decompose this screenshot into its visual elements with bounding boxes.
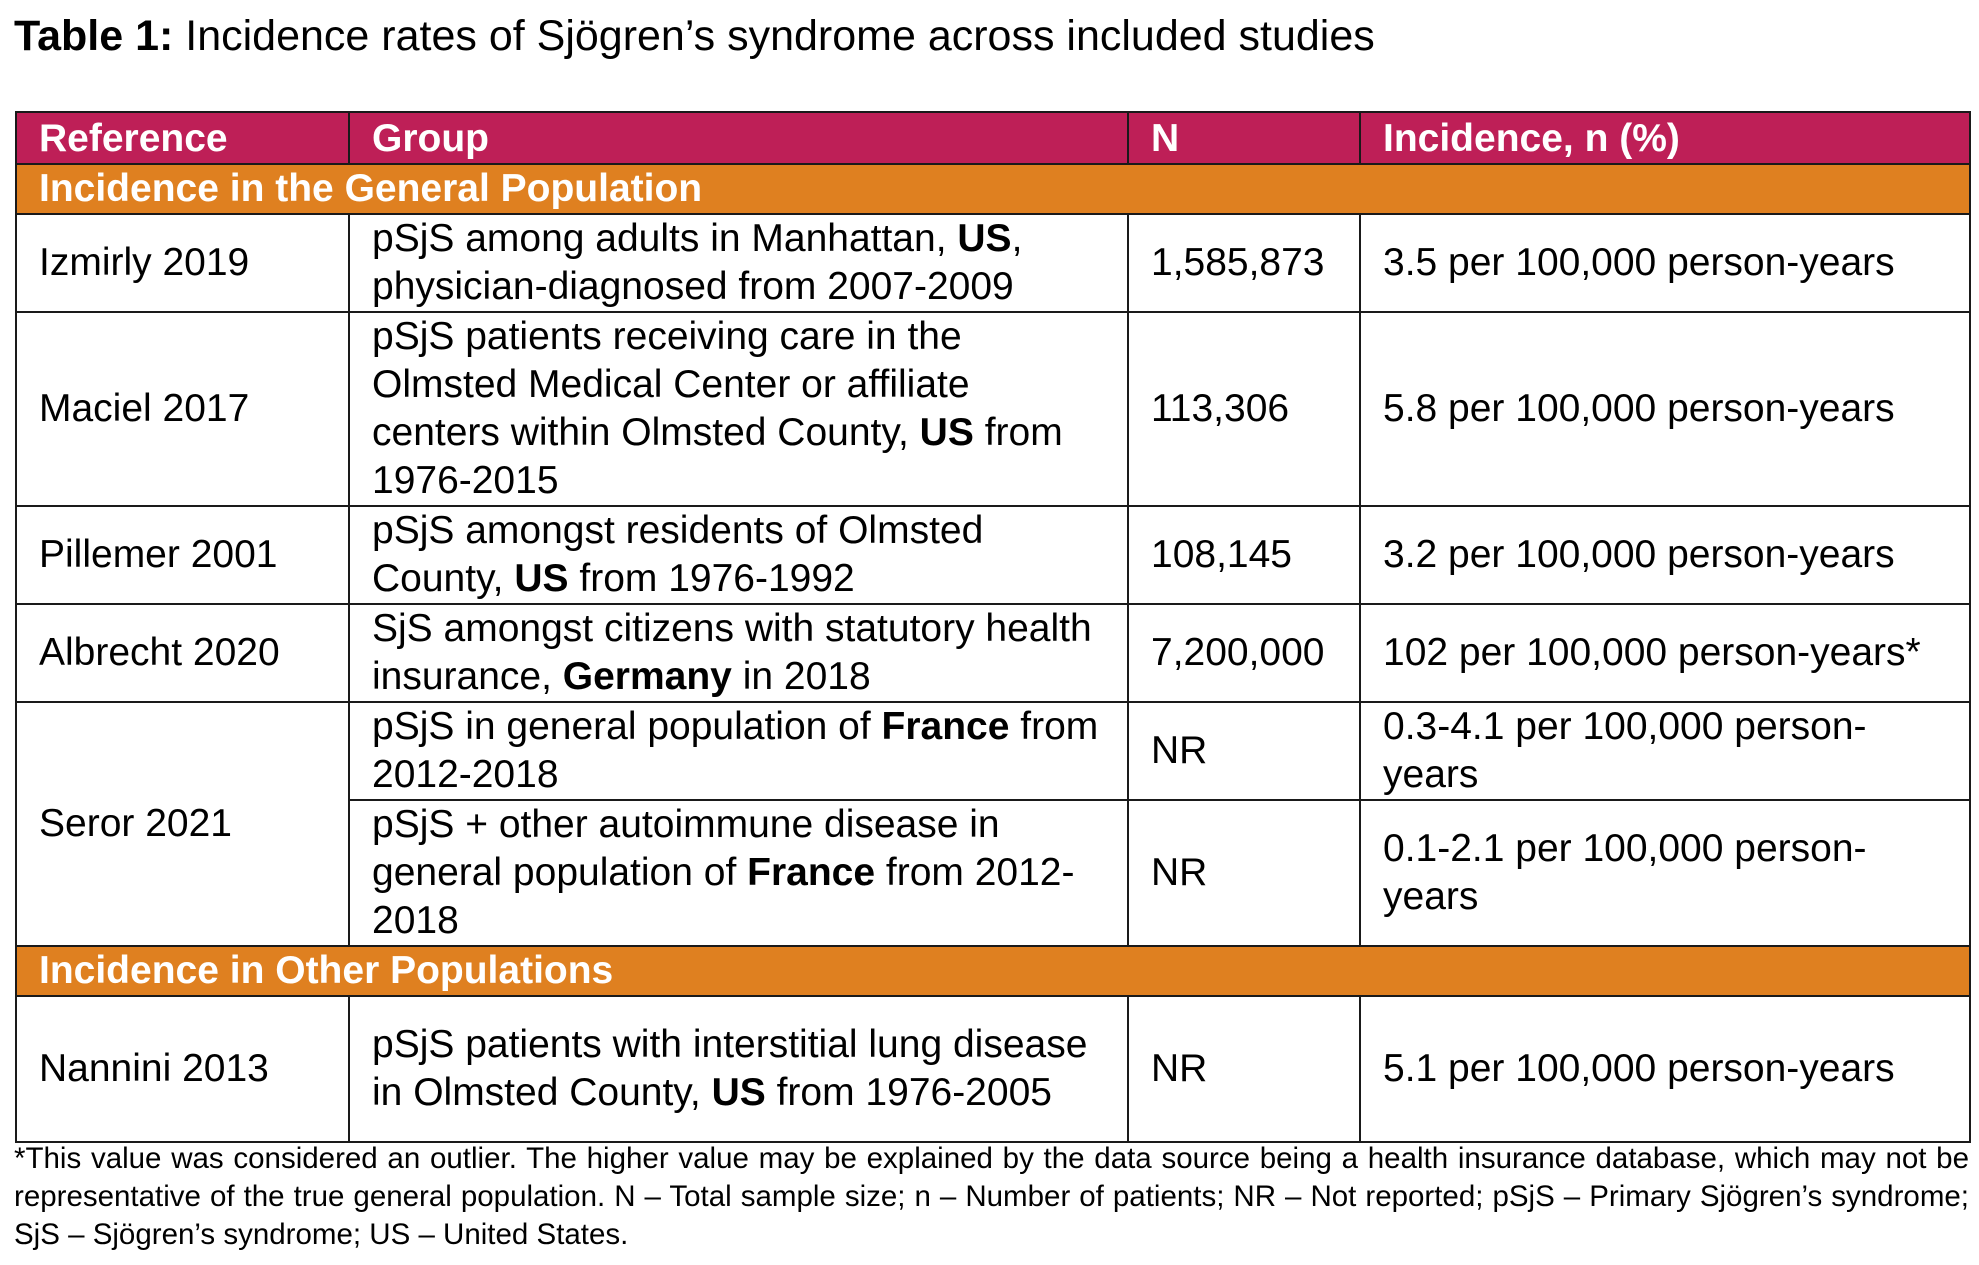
table-row xyxy=(16,312,1970,506)
table-row xyxy=(16,996,1970,1142)
cell-group xyxy=(349,702,1128,800)
cell-reference: Maciel 2017 xyxy=(16,312,349,506)
group-emphasis: US xyxy=(514,557,569,600)
group-text: , physician-diagnosed from 2007-2009 xyxy=(372,217,1023,308)
group-emphasis: Germany xyxy=(562,655,732,698)
cell-n: 7,200,000 xyxy=(1128,604,1360,702)
section-title: Incidence in the General Population xyxy=(16,164,1970,214)
group-text: pSjS patients receiving care in the Olmsted Medical Center or affiliate centers within Olmsted County, xyxy=(372,315,970,454)
cell-n: 113,306 xyxy=(1128,312,1360,506)
group-emphasis: France xyxy=(881,705,1010,748)
cell-reference: Nannini 2013 xyxy=(16,996,349,1142)
table-header-row xyxy=(16,112,1970,164)
cell-incidence: 5.1 per 100,000 person-years xyxy=(1360,996,1970,1142)
table-row xyxy=(16,506,1970,604)
table-caption-text: Incidence rates of Sjögren’s syndrome across included studies xyxy=(185,12,1375,60)
table-footnote: *This value was considered an outlier. The higher value may be explained by the data source being a health insurance database, which may not be representative of the true general population. N – Total sample size; n – Number of patients; NR – Not reported; pSjS – Primary Sjögren’s syndrome; SjS – Sjögren’s syndrome; US – United States. xyxy=(14,1142,1969,1251)
cell-reference: Seror 2021 xyxy=(16,702,349,946)
cell-incidence: 0.1-2.1 per 100,000 person-years xyxy=(1360,800,1970,946)
cell-group xyxy=(349,800,1128,946)
cell-n: NR xyxy=(1128,800,1360,946)
group-text: pSjS among adults in Manhattan, xyxy=(372,217,958,260)
cell-n: 108,145 xyxy=(1128,506,1360,604)
group-text: from 1976-2015 xyxy=(372,411,1063,502)
cell-reference: Izmirly 2019 xyxy=(16,214,349,312)
group-text: pSjS patients with interstitial lung disease in Olmsted County, xyxy=(372,1023,1088,1114)
group-emphasis: US xyxy=(957,217,1012,260)
cell-incidence: 0.3-4.1 per 100,000 person-years xyxy=(1360,702,1970,800)
cell-group xyxy=(349,312,1128,506)
column-header-n: N xyxy=(1128,112,1360,164)
cell-incidence: 3.2 per 100,000 person-years xyxy=(1360,506,1970,604)
cell-group xyxy=(349,604,1128,702)
cell-group xyxy=(349,506,1128,604)
group-text: in 2018 xyxy=(731,655,871,698)
cell-group xyxy=(349,996,1128,1142)
group-text: pSjS amongst residents of Olmsted County, xyxy=(372,509,984,600)
group-text: from 2012-2018 xyxy=(372,705,1099,796)
table-row xyxy=(16,214,1970,312)
cell-incidence: 3.5 per 100,000 person-years xyxy=(1360,214,1970,312)
cell-group xyxy=(349,214,1128,312)
section-title: Incidence in Other Populations xyxy=(16,946,1970,996)
cell-n: 1,585,873 xyxy=(1128,214,1360,312)
group-text: pSjS in general population of xyxy=(372,705,882,748)
cell-reference: Pillemer 2001 xyxy=(16,506,349,604)
cell-n: NR xyxy=(1128,702,1360,800)
table-row xyxy=(16,702,1970,800)
group-text: from 1976-1992 xyxy=(568,557,855,600)
column-header-incidence: Incidence, n (%) xyxy=(1360,112,1970,164)
cell-incidence: 102 per 100,000 person-years* xyxy=(1360,604,1970,702)
section-header-row xyxy=(16,946,1970,996)
incidence-table xyxy=(15,111,1971,1143)
group-emphasis: US xyxy=(919,411,974,454)
group-text: pSjS + other autoimmune disease in general population of xyxy=(372,803,1000,894)
cell-incidence: 5.8 per 100,000 person-years xyxy=(1360,312,1970,506)
section-header-row xyxy=(16,164,1970,214)
group-emphasis: US xyxy=(711,1071,766,1114)
table-row xyxy=(16,604,1970,702)
group-text: from 1976-2005 xyxy=(765,1071,1052,1114)
table-caption xyxy=(14,8,1375,64)
group-text: from 2012-2018 xyxy=(372,851,1075,942)
table-caption-label: Table 1: xyxy=(14,12,174,60)
column-header-group: Group xyxy=(349,112,1128,164)
cell-reference: Albrecht 2020 xyxy=(16,604,349,702)
group-text: SjS amongst citizens with statutory health insurance, xyxy=(372,607,1092,698)
column-header-reference: Reference xyxy=(16,112,349,164)
group-emphasis: France xyxy=(747,851,876,894)
cell-n: NR xyxy=(1128,996,1360,1142)
